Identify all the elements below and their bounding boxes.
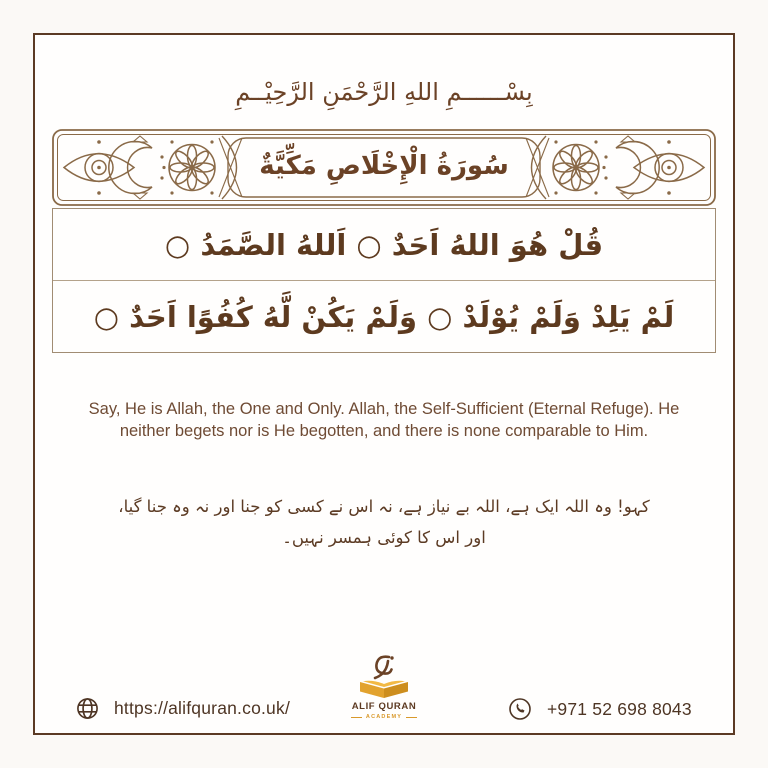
brand-subtitle: ACADEMY	[329, 715, 439, 721]
verse-line-2: لَمْ يَلِدْ وَلَمْ يُوْلَدْ ○ وَلَمْ يَكُنْ لَّهُ كُفُوًا اَحَدٌ ○	[93, 299, 675, 334]
whatsapp-icon	[508, 697, 532, 721]
english-translation: Say, He is Allah, the One and Only. Allah, the Self-Sufficient (Eternal Refuge). He neither begets nor is He begotten, and there is none comparable to Him.	[88, 400, 680, 440]
urdu-line-2: اور اس کا کوئی ہمسر نہیں۔	[282, 528, 486, 548]
surah-title-banner	[52, 129, 716, 206]
verses-box	[52, 208, 716, 353]
phone-row	[508, 697, 692, 721]
surah-title: سُورَةُ الْإِخْلَاصِ مَكِّيَّةٌ	[259, 150, 509, 181]
website-url: https://alifquran.co.uk/	[114, 698, 291, 718]
brand-logo	[329, 654, 439, 720]
bismillah-calligraphy: بِسْــــــمِ اللهِ الرَّحْمَنِ الرَّحِيْــمِ	[235, 78, 533, 106]
urdu-line-1: کہو! وہ اللہ ایک ہے، اللہ بے نیاز ہے، نہ اس نے کسی کو جنا اور نہ وہ جنا گیا،	[118, 497, 650, 516]
logo-book-icon	[339, 654, 429, 700]
verse-line-1: قُلْ هُوَ اللهُ اَحَدٌ ○ اَللهُ الصَّمَدُ ○	[53, 209, 715, 281]
urdu-translation	[0, 491, 768, 554]
website-row	[76, 697, 290, 720]
subtitle-dash-left	[351, 717, 362, 718]
subtitle-dash-right	[406, 717, 417, 718]
brand-name: ALIF QURAN	[351, 701, 417, 712]
globe-icon	[76, 697, 99, 720]
phone-number: +971 52 698 8043	[547, 698, 692, 719]
